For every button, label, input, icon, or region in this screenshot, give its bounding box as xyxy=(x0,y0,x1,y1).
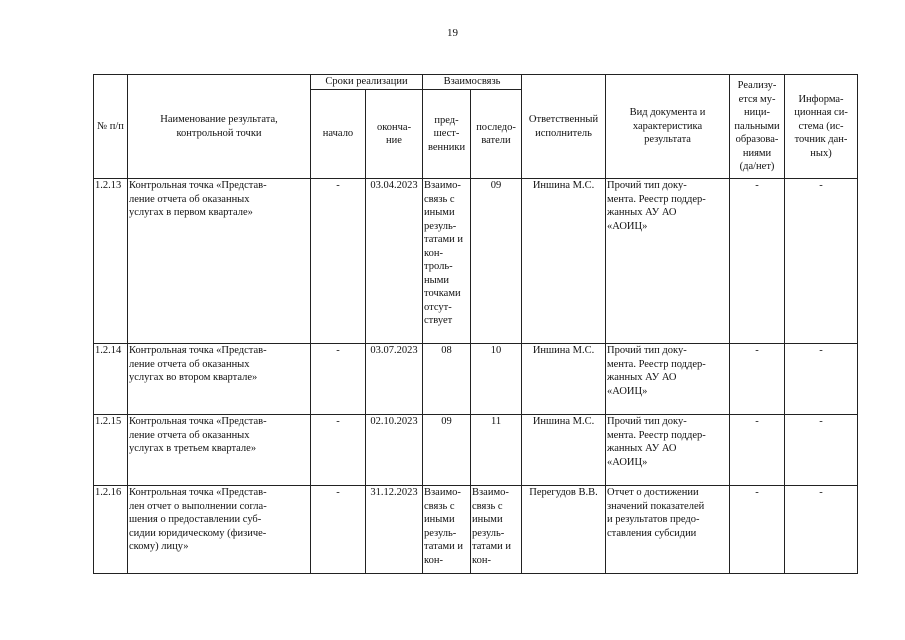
row-num: 1.2.16 xyxy=(94,486,128,574)
header-end: оконча- ние xyxy=(366,90,423,179)
row-successors: Взаимо- связь с иными резуль- татами и кон- xyxy=(471,486,522,574)
header-successors: последо- ватели xyxy=(471,90,522,179)
row-info-source: - xyxy=(785,415,858,486)
row-municipal: - xyxy=(730,344,785,415)
row-end: 02.10.2023 xyxy=(366,415,423,486)
row-name: Контрольная точка «Представ- ление отчета об оказанных услугах в третьем квартале» xyxy=(128,415,311,486)
row-doc-type: Прочий тип доку- мента. Реестр поддер- жанных АУ АО «АОИЦ» xyxy=(606,179,730,344)
header-start: начало xyxy=(311,90,366,179)
row-end: 31.12.2023 xyxy=(366,486,423,574)
row-predecessors: Взаимо- связь с иными резуль- татами и кон- троль- ными точками отсут- ствует xyxy=(423,179,471,344)
row-end: 03.04.2023 xyxy=(366,179,423,344)
row-name: Контрольная точка «Представ- ление отчета об оказанных услугах во втором квартале» xyxy=(128,344,311,415)
row-info-source: - xyxy=(785,344,858,415)
row-municipal: - xyxy=(730,179,785,344)
row-name: Контрольная точка «Представ- ление отчета об оказанных услугах в первом квартале» xyxy=(128,179,311,344)
table-row xyxy=(94,486,858,574)
row-responsible: Перегудов В.В. xyxy=(522,486,606,574)
row-municipal: - xyxy=(730,415,785,486)
row-predecessors: 09 xyxy=(423,415,471,486)
header-responsible: Ответственный исполнитель xyxy=(522,75,606,179)
row-successors: 09 xyxy=(471,179,522,344)
row-start: - xyxy=(311,344,366,415)
table-row xyxy=(94,415,858,486)
header-link-group: Взаимосвязь xyxy=(423,75,522,90)
row-responsible: Иншина М.С. xyxy=(522,415,606,486)
row-end: 03.07.2023 xyxy=(366,344,423,415)
row-info-source: - xyxy=(785,179,858,344)
row-doc-type: Прочий тип доку- мента. Реестр поддер- жанных АУ АО «АОИЦ» xyxy=(606,344,730,415)
row-successors: 10 xyxy=(471,344,522,415)
header-municipal: Реализу- ется му- ници- пальными образова- ниями (да/нет) xyxy=(730,75,785,179)
control-points-table xyxy=(93,74,858,574)
header-terms-group: Сроки реализации xyxy=(311,75,423,90)
row-num: 1.2.14 xyxy=(94,344,128,415)
row-info-source: - xyxy=(785,486,858,574)
row-predecessors: Взаимо- связь с иными резуль- татами и кон- xyxy=(423,486,471,574)
table-row xyxy=(94,344,858,415)
row-municipal: - xyxy=(730,486,785,574)
row-start: - xyxy=(311,486,366,574)
row-start: - xyxy=(311,415,366,486)
header-doc-type: Вид документа и характеристика результата xyxy=(606,75,730,179)
row-doc-type: Отчет о достижении значений показателей и результатов предо- ставления субсидии xyxy=(606,486,730,574)
header-predecessors: пред- шест- венники xyxy=(423,90,471,179)
header-row-top xyxy=(94,75,858,90)
row-responsible: Иншина М.С. xyxy=(522,344,606,415)
row-name: Контрольная точка «Представ- лен отчет о выполнении согла- шения о предоставлении суб- сидии юридическому (физиче- скому) лицу» xyxy=(128,486,311,574)
row-doc-type: Прочий тип доку- мента. Реестр поддер- жанных АУ АО «АОИЦ» xyxy=(606,415,730,486)
header-name: Наименование результата, контрольной точки xyxy=(128,75,311,179)
header-num: № п/п xyxy=(94,75,128,179)
header-info-source: Информа- ционная си- стема (ис- точник дан- ных) xyxy=(785,75,858,179)
row-start: - xyxy=(311,179,366,344)
row-num: 1.2.15 xyxy=(94,415,128,486)
row-num: 1.2.13 xyxy=(94,179,128,344)
row-successors: 11 xyxy=(471,415,522,486)
row-responsible: Иншина М.С. xyxy=(522,179,606,344)
page-number: 19 xyxy=(447,27,458,39)
row-predecessors: 08 xyxy=(423,344,471,415)
table-row xyxy=(94,179,858,344)
